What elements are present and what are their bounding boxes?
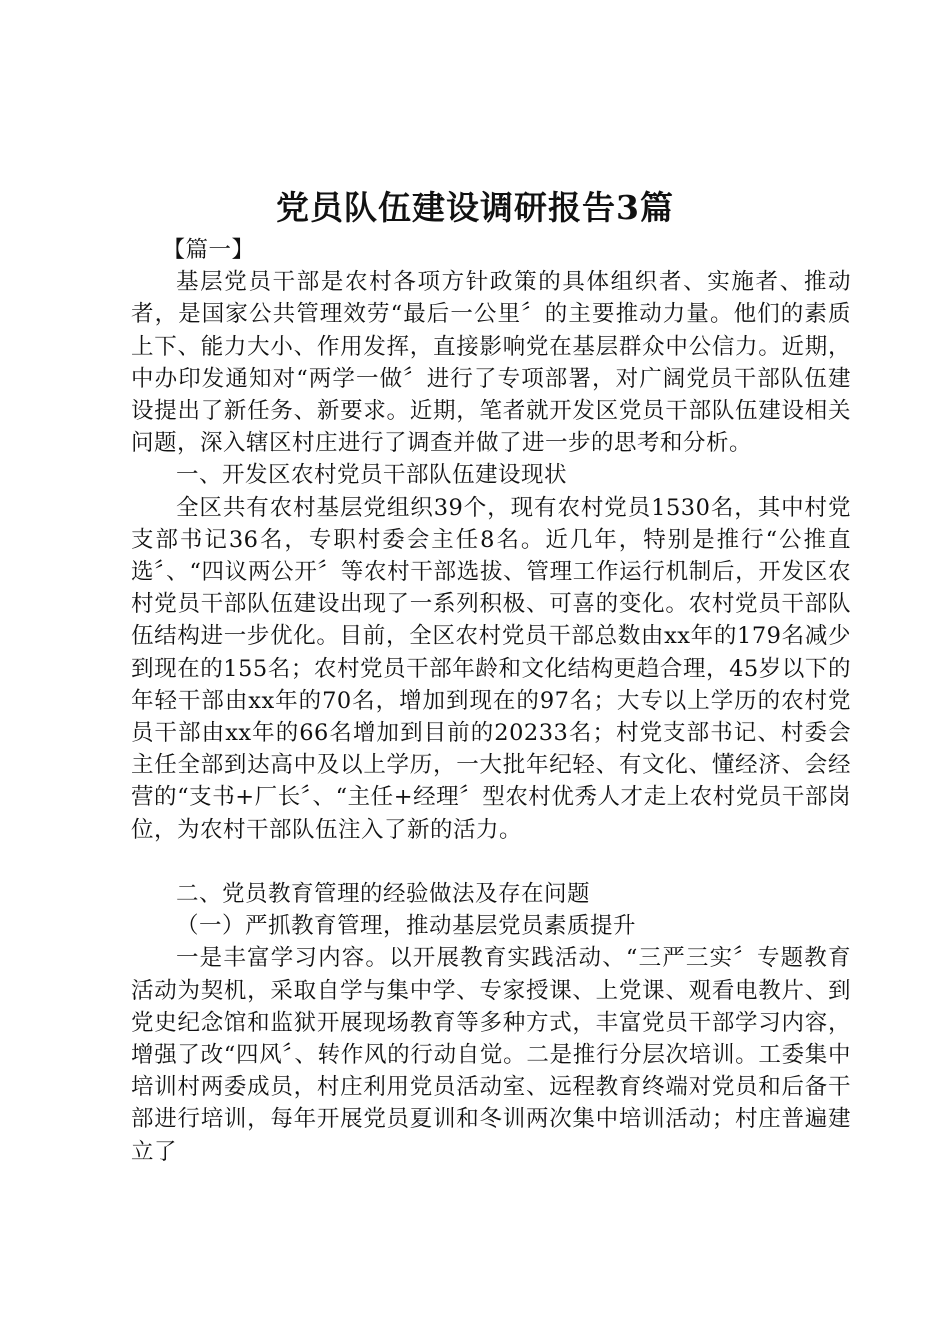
intro-paragraph: 基层党员干部是农村各项方针政策的具体组织者、实施者、推动者，是国家公共管理效劳“最后一公里〞的主要推动力量。他们的素质上下、能力大小、作用发挥，直接影响党在基层群众中公信力。近期，中办印发通知对“两学一做〞进行了专项部署，对广阔党员干部队伍建设提出了新任务、新要求。近期，笔者就开发区党员干部队伍建设相关问题，深入辖区村庄进行了调查并做了进一步的思考和分析。: [131, 269, 851, 457]
section-heading-2: 二、党员教育管理的经验做法及存在问题: [176, 881, 591, 908]
section-heading-1: 一、开发区农村党员干部队伍建设现状: [176, 462, 568, 489]
blank-line: [131, 846, 851, 878]
status-paragraph: 全区共有农村基层党组织39个，现有农村党员1530名，其中村党支部书记36名，专职村委会主任8名。近几年，特别是推行“公推直选〞、“四议两公开〞等农村干部选拔、管理工作运行机制后，开发区农村党员干部队伍建设出现了一系列积极、可喜的变化。农村党员干部队伍结构进一步优化。目前，全区农村党员干部总数由xx年的179名减少到现在的155名；农村党员干部年龄和文化结构更趋合理，45岁以下的年轻干部由xx年的70名，增加到现在的97名；大专以上学历的农村党员干部由xx年的66名增加到目前的20233名；村党支部书记、村委会主任全部到达高中及以上学历，一大批年纪轻、有文化、懂经济、会经营的“支书+厂长〞、“主任+经理〞型农村优秀人才走上农村党员干部岗位，为农村干部队伍注入了新的活力。: [131, 494, 851, 843]
education-paragraph: 一是丰富学习内容。以开展教育实践活动、“三严三实〞专题教育活动为契机，采取自学与集中学、专家授课、上党课、观看电教片、到党史纪念馆和监狱开展现场教育等多种方式，丰富党员干部学习内容，增强了改“四风〞、转作风的行动自觉。二是推行分层次培训。工委集中培训村两委成员，村庄利用党员活动室、远程教育终端对党员和后备干部进行培训，每年开展党员夏训和冬训两次集中培训活动；村庄普遍建立了: [131, 945, 851, 1165]
subsection-heading-1: （一）严抓教育管理，推动基层党员素质提升: [176, 913, 637, 940]
document-title: 党员队伍建设调研报告3篇: [276, 188, 674, 227]
section-tag: 【篇一】: [162, 237, 255, 263]
document-body: [131, 234, 851, 1168]
